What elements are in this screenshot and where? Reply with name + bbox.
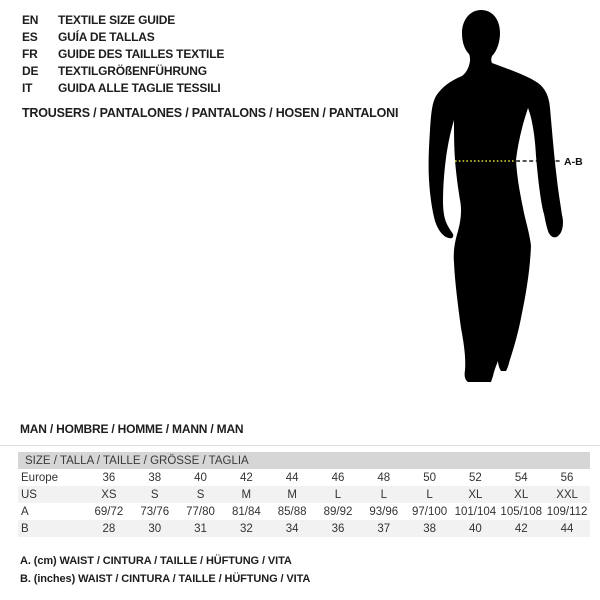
size-cell: L — [380, 488, 387, 501]
size-cell: 105/108 — [500, 505, 542, 518]
size-cell: 48 — [377, 471, 391, 484]
row-label: US — [21, 488, 37, 501]
lang-code: ES — [22, 30, 38, 44]
size-cell: M — [287, 488, 297, 501]
size-cell: M — [241, 488, 252, 501]
size-cell: S — [150, 488, 159, 501]
category-heading: TROUSERS / PANTALONES / PANTALONS / HOSEN / PANTALONI — [22, 106, 399, 120]
size-cell: 56 — [560, 471, 574, 484]
size-table-header: SIZE / TALLA / TAILLE / GRÖSSE / TAGLIA — [18, 452, 590, 469]
lang-code: EN — [22, 13, 39, 27]
size-cell: S — [196, 488, 205, 501]
size-cell: 38 — [148, 471, 162, 484]
lang-row-it — [22, 80, 224, 97]
gender-heading: MAN / HOMBRE / HOMME / MANN / MAN — [20, 422, 244, 436]
size-cell: 32 — [239, 522, 253, 535]
size-cell: L — [334, 488, 342, 501]
size-cell: 69/72 — [94, 505, 124, 518]
size-table-body — [18, 469, 590, 537]
lang-label: GUÍA DE TALLAS — [58, 30, 155, 44]
size-cell: 52 — [469, 471, 482, 484]
size-cell: 85/88 — [277, 505, 307, 518]
language-list — [22, 12, 224, 97]
lang-row-de — [22, 63, 224, 80]
size-cell: 54 — [514, 471, 528, 484]
size-cell: 50 — [423, 471, 436, 484]
table-row — [18, 486, 590, 503]
size-table — [18, 452, 590, 537]
size-cell: 36 — [102, 471, 116, 484]
size-cell: XXL — [556, 488, 578, 501]
size-cell: 31 — [194, 522, 207, 535]
size-cell: 40 — [469, 522, 482, 535]
size-cell: 40 — [194, 471, 207, 484]
size-cell: 109/112 — [546, 505, 588, 518]
man-body-shape — [429, 10, 563, 382]
lang-code: IT — [22, 81, 33, 95]
size-cell: XL — [514, 488, 529, 501]
size-cell: 89/92 — [323, 505, 353, 518]
size-cell: 46 — [331, 471, 345, 484]
row-label: A — [21, 505, 29, 518]
size-cell: 77/80 — [186, 505, 215, 518]
size-cell: XL — [468, 488, 483, 501]
lang-row-fr — [22, 46, 224, 63]
lang-label: TEXTILE SIZE GUIDE — [58, 13, 176, 27]
size-cell: 38 — [423, 522, 436, 535]
waist-measure-label: A-B — [564, 156, 583, 168]
note-a-cm: A. (cm) WAIST / CINTURA / TAILLE / HÜFTUNG / VITA — [20, 555, 292, 567]
note-b-inches: B. (inches) WAIST / CINTURA / TAILLE / HÜFTUNG / VITA — [20, 573, 311, 585]
size-cell: 81/84 — [231, 505, 261, 518]
size-cell: 37 — [377, 522, 391, 535]
size-cell: 44 — [560, 522, 574, 535]
row-label: Europe — [21, 471, 59, 484]
table-row — [18, 503, 590, 520]
size-table-header-row — [18, 452, 590, 469]
size-cell: 34 — [285, 522, 299, 535]
size-cell: 97/100 — [412, 505, 448, 518]
table-row — [18, 469, 590, 486]
lang-code: FR — [22, 47, 38, 61]
lang-label: TEXTILGRÖßENFÜHRUNG — [58, 64, 207, 78]
size-cell: 36 — [331, 522, 345, 535]
table-row — [18, 520, 590, 537]
size-cell: 44 — [285, 471, 299, 484]
size-cell: 101/104 — [454, 505, 497, 518]
lang-label: GUIDA ALLE TAGLIE TESSILI — [58, 81, 221, 95]
divider-line — [0, 445, 600, 446]
size-cell: 30 — [148, 522, 162, 535]
size-cell: 42 — [239, 471, 253, 484]
size-cell: XS — [101, 488, 117, 501]
lang-row-en — [22, 12, 224, 29]
row-label: B — [21, 522, 29, 535]
size-cell: 28 — [102, 522, 116, 535]
lang-code: DE — [22, 64, 39, 78]
size-cell: 42 — [514, 522, 528, 535]
size-cell: 93/96 — [369, 505, 399, 518]
measure-notes — [20, 552, 310, 588]
size-cell: 73/76 — [140, 505, 170, 518]
lang-label: GUIDE DES TAILLES TEXTILE — [58, 47, 225, 61]
size-cell: L — [426, 488, 433, 501]
lang-row-es — [22, 29, 224, 46]
man-silhouette — [410, 8, 600, 393]
